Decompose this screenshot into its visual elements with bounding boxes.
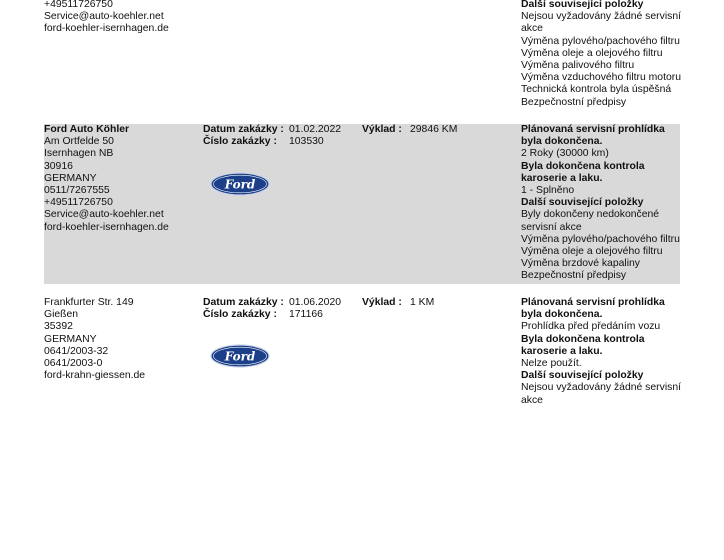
dealer-city: Isernhagen NB — [44, 148, 114, 160]
order-number-label: Číslo zakázky : — [203, 136, 277, 148]
service-item: Byly dokončeny nedokončené servisní akce — [521, 209, 660, 233]
dealer-info — [44, 124, 194, 234]
dealer-postcode: 35392 — [44, 321, 73, 333]
ford-logo-icon — [210, 344, 270, 368]
mileage-value: 29846 KM — [410, 124, 458, 135]
dealer-postcode: 30916 — [44, 160, 73, 172]
dealer-street: Frankfurter Str. 149 — [44, 297, 134, 308]
dealer-city: Gießen — [44, 309, 79, 321]
service-heading: Plánovaná servisní prohlídka byla dokončena. — [521, 124, 665, 148]
dealer-phone: 0511/7267555 — [44, 185, 110, 197]
dealer-email: Service@auto-koehler.net — [44, 209, 164, 221]
service-item: Výměna vzduchového filtru motoru — [521, 72, 681, 84]
mileage-label: Výklad : — [362, 124, 402, 135]
service-item: 2 Roky (30000 km) — [521, 148, 609, 160]
dealer-name: Ford Auto Köhler — [44, 124, 130, 135]
service-item: Výměna palivového filtru — [521, 60, 635, 72]
service-details — [521, 124, 686, 283]
mileage-info — [362, 297, 492, 309]
mileage-label: Výklad : — [362, 297, 402, 308]
service-record-2 — [44, 124, 680, 284]
order-date-label: Datum zakázky : — [203, 297, 284, 308]
service-heading: Další související položky — [521, 370, 644, 382]
order-info — [203, 124, 363, 148]
dealer-phone: +49511726750 — [44, 0, 113, 10]
dealer-country: GERMANY — [44, 333, 97, 345]
dealer-phone: 0641/2003-32 — [44, 345, 109, 357]
order-number: 103530 — [289, 136, 324, 148]
order-date: 01.06.2020 — [289, 297, 342, 308]
order-date: 01.02.2022 — [289, 124, 342, 135]
service-item: Technická kontrola byla úspěšná — [521, 84, 672, 96]
dealer-country: GERMANY — [44, 172, 97, 184]
dealer-phone-2: +49511726750 — [44, 197, 113, 209]
service-record-3 — [44, 297, 680, 417]
ford-logo-icon — [210, 172, 270, 196]
dealer-street: Am Ortfelde 50 — [44, 136, 114, 148]
ford-logo-text: Ford — [224, 349, 256, 364]
service-item: Bezpečnostní předpisy — [521, 96, 627, 108]
order-info — [203, 297, 363, 321]
service-item: Výměna pylového/pachového filtru — [521, 233, 680, 245]
service-record-1 — [44, 0, 680, 117]
service-item: Nejsou vyžadovány žádné servisní akce — [521, 11, 681, 35]
order-date-label: Datum zakázky : — [203, 124, 284, 135]
service-item: Výměna brzdové kapaliny — [521, 258, 640, 270]
service-item: Nelze použít. — [521, 358, 582, 370]
service-heading: Byla dokončena kontrola karoserie a laku. — [521, 160, 645, 184]
dealer-info — [44, 0, 194, 36]
service-item: Výměna pylového/pachového filtru — [521, 35, 680, 47]
service-item: Bezpečnostní předpisy — [521, 270, 627, 282]
service-heading: Byla dokončena kontrola karoserie a laku. — [521, 333, 645, 357]
dealer-website: ford-krahn-giessen.de — [44, 370, 146, 382]
service-heading: Plánovaná servisní prohlídka byla dokončena. — [521, 297, 665, 321]
dealer-info — [44, 297, 194, 382]
service-item: Nejsou vyžadovány žádné servisní akce — [521, 382, 681, 406]
service-details — [521, 0, 686, 109]
ford-logo-text: Ford — [224, 177, 256, 192]
order-number-label: Číslo zakázky : — [203, 309, 277, 321]
mileage-value: 1 KM — [410, 297, 435, 308]
dealer-email: Service@auto-koehler.net — [44, 11, 164, 23]
order-number: 171166 — [289, 309, 323, 321]
service-item: Prohlídka před předáním vozu — [521, 321, 661, 333]
service-item: Výměna oleje a olejového filtru — [521, 246, 663, 258]
service-details — [521, 297, 686, 407]
dealer-phone-2: 0641/2003-0 — [44, 358, 103, 370]
mileage-info — [362, 124, 492, 136]
service-heading: Další související položky — [521, 0, 644, 10]
dealer-website: ford-koehler-isernhagen.de — [44, 221, 169, 233]
service-heading: Další související položky — [521, 197, 644, 209]
service-item: 1 - Splněno — [521, 185, 575, 197]
dealer-website: ford-koehler-isernhagen.de — [44, 23, 169, 35]
service-item: Výměna oleje a olejového filtru — [521, 47, 663, 59]
